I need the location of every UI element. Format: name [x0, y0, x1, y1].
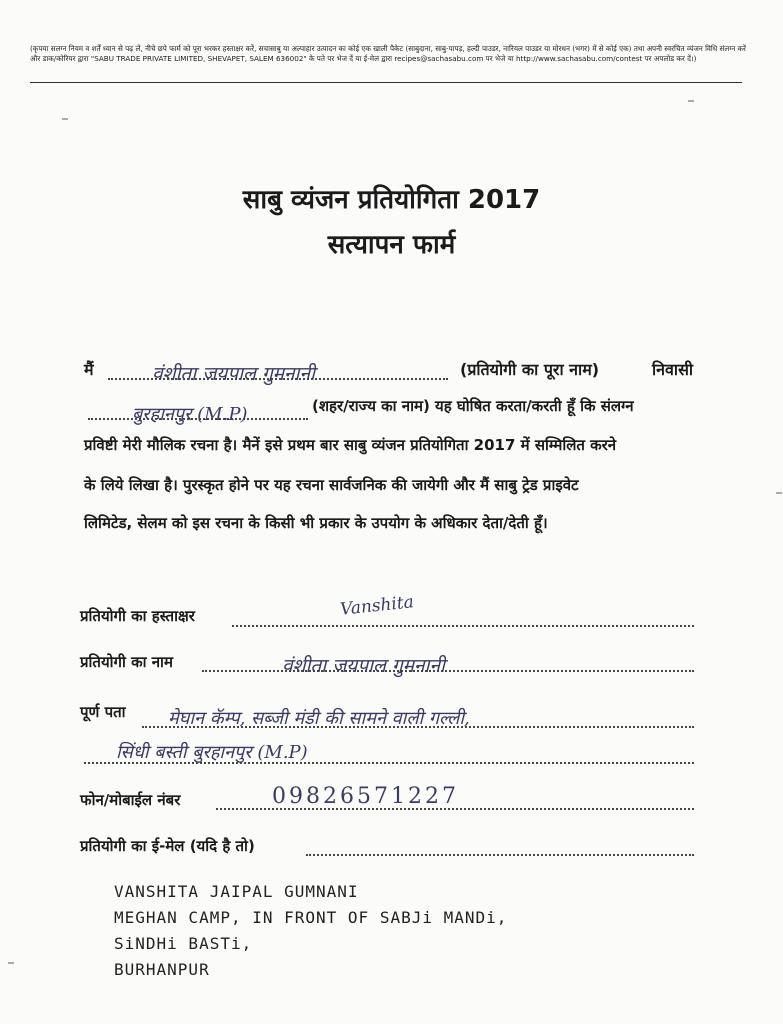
- header-instructions: (कृपया सलग्न नियम व शर्तें ध्यान से पढ़ लें, नीचे छपे फार्म को पूरा भरकर हस्ताक्षर करें, सचासाबु या अल्पाहार उत्पादन का कोई एक खाली पैकेट (साबुदाना, साबु-पापड़, हल्दी पाउडर, नारियल पाउडर या मोरधन (भगर) में से कोई एक) तथा अपनी स्वरचित व्यंजन विधि संलग्न करें और डाक/कोरियर द्वारा "SABU TRADE PRIVATE LIMITED, SHEVAPET, SALEM 636002" के पते पर भेज दें या ई-मेल द्वारा recipes@sachasabu.com पर भेजे या http://www.sachasabu.com/contest पर अपलोड कर दें।): [30, 44, 746, 63]
- signature-value: Vanshita: [339, 592, 415, 620]
- phone-value: 09826571227: [272, 784, 459, 809]
- signature-dotted-line: [232, 625, 694, 627]
- scan-speck: [62, 118, 68, 120]
- address-line-1: मेघान कॅम्प, सब्जी मंडी की सामने वाली गल्ली,: [168, 708, 470, 729]
- declaration-name-entry: वंशीता जयपाल गुमनानी: [152, 363, 315, 385]
- scan-speck: [8, 962, 14, 964]
- declaration-prefix: मैं: [84, 360, 94, 379]
- declaration-line-4: के लिये लिखा है। पुरस्कृत होने पर यह रचना सार्वजनिक की जायेगी और मैं साबु ट्रेड प्राइवेट: [84, 476, 579, 494]
- name-value: वंशीता जयपाल गुमनानी: [282, 655, 445, 677]
- form-title: साबु व्यंजन प्रतियोगिता 2017: [242, 185, 541, 215]
- name-field-dotted-line: [202, 670, 694, 672]
- email-label: प्रतियोगी का ई-मेल (यदि है तो): [80, 837, 255, 855]
- scan-speck: [776, 492, 782, 494]
- footnote-line-4: BURHANPUR: [114, 960, 210, 979]
- header-divider: [30, 82, 742, 83]
- name-label: प्रतियोगी का नाम: [80, 653, 173, 671]
- phone-label: फोन/मोबाईल नंबर: [80, 791, 181, 809]
- declaration-line-2: (शहर/राज्य का नाम) यह घोषित करता/करती हूँ कि संलग्न: [312, 397, 634, 415]
- address-label: पूर्ण पता: [80, 703, 126, 721]
- full-name-label: (प्रतियोगी का पूरा नाम): [460, 360, 600, 379]
- declaration-line-3: प्रविष्टी मेरी मौलिक रचना है। मैनें इसे प्रथम बार साबु व्यंजन प्रतियोगिता 2017 में सम्मिलित करने: [84, 436, 617, 454]
- footnote-line-3: SiNDHi BASTi,: [114, 934, 253, 953]
- footnote-line-1: VANSHITA JAIPAL GUMNANI: [114, 882, 359, 901]
- declaration-line-5: लिमिटेड, सेलम को इस रचना के किसी भी प्रकार के उपयोग के अधिकार देता/देती हूँ।: [84, 514, 548, 532]
- footnote-line-2: MEGHAN CAMP, IN FRONT OF SABJi MANDi,: [114, 908, 508, 927]
- scan-speck: [688, 100, 694, 102]
- email-dotted-line: [306, 854, 694, 856]
- signature-label: प्रतियोगी का हस्ताक्षर: [80, 607, 195, 625]
- resident-label: निवासी: [652, 360, 694, 379]
- address-line-2: सिंधी बस्ती बुरहानपुर (M.P): [116, 742, 308, 763]
- declaration-city-entry: बुरहानपुर (M.P): [132, 404, 248, 425]
- form-subtitle: सत्यापन फार्म: [327, 230, 456, 260]
